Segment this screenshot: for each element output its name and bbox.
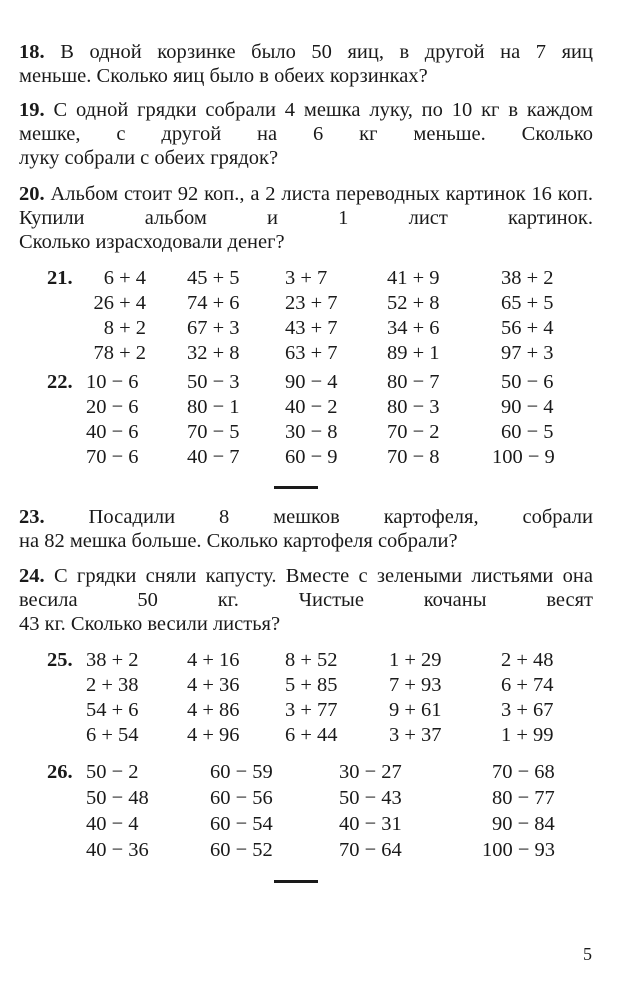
expression: 50 − 2: [86, 761, 139, 783]
expression: 70 − 64: [339, 839, 402, 861]
expression: 70 − 5: [187, 421, 240, 443]
expression: 65 + 5: [501, 292, 554, 314]
expression: 50 − 6: [501, 371, 554, 393]
expression: 6 + 44: [285, 724, 338, 746]
expression: 40 − 7: [187, 446, 240, 468]
problem-line: Сколько израсходовали денег?: [19, 231, 285, 253]
problem-number: 18.: [19, 41, 45, 63]
exercise-number: 22.: [47, 371, 73, 393]
problem-number: 24.: [19, 565, 45, 587]
problem-line: листьями она весила 50 кг. Чистые кочаны весят: [19, 565, 594, 611]
expression: 6 + 54: [86, 724, 139, 746]
problem-line: в каждом мешке, с другой на 6 кг меньше. Сколько: [19, 99, 594, 145]
problem-19: [19, 98, 593, 170]
expression: 34 + 6: [387, 317, 440, 339]
problem-number: 19.: [19, 99, 45, 121]
expression: 60 − 9: [285, 446, 338, 468]
problem-line: на 82 мешка больше. Сколько картофеля собрали?: [19, 530, 458, 552]
expression: 70 − 6: [86, 446, 139, 468]
exercise-row: [0, 395, 639, 420]
expression: 1 + 29: [389, 649, 442, 671]
expression: 78 + 2: [93, 342, 146, 364]
problem-line: В одной корзинке было 50 яиц, в другой на 7 яиц: [60, 41, 593, 63]
problem-line: луку собрали с обеих грядок?: [19, 147, 279, 169]
expression: 6 + 74: [501, 674, 554, 696]
expression: 60 − 5: [501, 421, 554, 443]
expression: 50 − 48: [86, 787, 149, 809]
expression: 60 − 52: [210, 839, 273, 861]
expression: 80 − 3: [387, 396, 440, 418]
problem-18: [19, 40, 593, 88]
expression: 70 − 2: [387, 421, 440, 443]
problem-line: С одной грядки собрали 4 мешка луку, по 10 кг: [53, 99, 500, 121]
expression: 4 + 36: [187, 674, 240, 696]
expression: 20 − 6: [86, 396, 139, 418]
expression: 67 + 3: [187, 317, 240, 339]
expression: 3 + 7: [285, 267, 328, 289]
expression: 4 + 86: [187, 699, 240, 721]
expression: 90 − 4: [501, 396, 554, 418]
expression: 3 + 67: [501, 699, 554, 721]
expression: 8 + 2: [103, 317, 146, 339]
exercise-number: 21.: [47, 267, 73, 289]
expression: 50 − 43: [339, 787, 402, 809]
exercise-row: [0, 786, 639, 811]
expression: 7 + 93: [389, 674, 442, 696]
problem-line: меньше. Сколько яиц было в обеих корзинках?: [19, 65, 428, 87]
problem-number: 23.: [19, 506, 45, 528]
expression: 4 + 96: [187, 724, 240, 746]
expression: 6 + 4: [103, 267, 146, 289]
exercise-row: [0, 316, 639, 341]
expression: 38 + 2: [86, 649, 139, 671]
exercise-row: [0, 812, 639, 837]
expression: 30 − 27: [339, 761, 402, 783]
expression: 41 + 9: [387, 267, 440, 289]
expression: 80 − 77: [492, 787, 555, 809]
expression: 40 − 31: [339, 813, 402, 835]
expression: 60 − 56: [210, 787, 273, 809]
exercise-row: [0, 341, 639, 366]
expression: 4 + 16: [187, 649, 240, 671]
expression: 70 − 68: [492, 761, 555, 783]
problem-line: Альбом стоит 92 коп., а 2 листа переводных: [50, 183, 440, 205]
exercise-row: [0, 445, 639, 470]
exercise-number: 26.: [47, 761, 73, 783]
expression: 50 − 3: [187, 371, 240, 393]
page-number: 5: [583, 944, 592, 964]
exercise-row: [0, 673, 639, 698]
section-divider: [274, 880, 318, 883]
expression: 90 − 4: [285, 371, 338, 393]
problem-23: [19, 505, 593, 553]
problem-line: 43 кг. Сколько весили листья?: [19, 613, 281, 635]
expression: 23 + 7: [285, 292, 338, 314]
exercise-row: [0, 648, 639, 673]
expression: 8 + 52: [285, 649, 338, 671]
expression: 40 − 4: [86, 813, 139, 835]
expression: 43 + 7: [285, 317, 338, 339]
section-divider: [274, 486, 318, 489]
expression: 60 − 59: [210, 761, 273, 783]
expression: 74 + 6: [187, 292, 240, 314]
expression: 2 + 48: [501, 649, 554, 671]
expression: 40 − 6: [86, 421, 139, 443]
expression: 45 + 5: [187, 267, 240, 289]
expression: 54 + 6: [86, 699, 139, 721]
expression: 1 + 99: [501, 724, 554, 746]
exercise-number: 25.: [47, 649, 73, 671]
expression: 60 − 54: [210, 813, 273, 835]
problem-line: С грядки сняли капусту. Вместе с зелеными: [53, 565, 463, 587]
expression: 56 + 4: [501, 317, 554, 339]
expression: 89 + 1: [387, 342, 440, 364]
expression: 9 + 61: [389, 699, 442, 721]
exercise-row: [0, 266, 639, 291]
expression: 70 − 8: [387, 446, 440, 468]
expression: 52 + 8: [387, 292, 440, 314]
expression: 10 − 6: [86, 371, 139, 393]
expression: 3 + 77: [285, 699, 338, 721]
problem-number: 20.: [19, 183, 45, 205]
exercise-row: [0, 723, 639, 748]
expression: 90 − 84: [492, 813, 555, 835]
exercise-row: [0, 838, 639, 863]
expression: 38 + 2: [501, 267, 554, 289]
expression: 80 − 1: [187, 396, 240, 418]
expression: 97 + 3: [501, 342, 554, 364]
expression: 26 + 4: [93, 292, 146, 314]
exercise-row: [0, 370, 639, 395]
exercise-row: [0, 291, 639, 316]
exercise-row: [0, 698, 639, 723]
expression: 3 + 37: [389, 724, 442, 746]
expression: 100 − 9: [492, 446, 555, 468]
expression: 2 + 38: [86, 674, 139, 696]
problem-line: картинок 16 коп. Купили альбом и 1 лист картинок.: [19, 183, 594, 229]
expression: 100 − 93: [482, 839, 556, 861]
exercise-row: [0, 760, 639, 785]
expression: 40 − 36: [86, 839, 149, 861]
exercise-row: [0, 420, 639, 445]
expression: 40 − 2: [285, 396, 338, 418]
expression: 32 + 8: [187, 342, 240, 364]
expression: 5 + 85: [285, 674, 338, 696]
problem-line: Посадили 8 мешков картофеля, собрали: [88, 506, 593, 528]
problem-20: [19, 182, 593, 254]
expression: 63 + 7: [285, 342, 338, 364]
expression: 30 − 8: [285, 421, 338, 443]
expression: 80 − 7: [387, 371, 440, 393]
problem-24: [19, 564, 593, 636]
